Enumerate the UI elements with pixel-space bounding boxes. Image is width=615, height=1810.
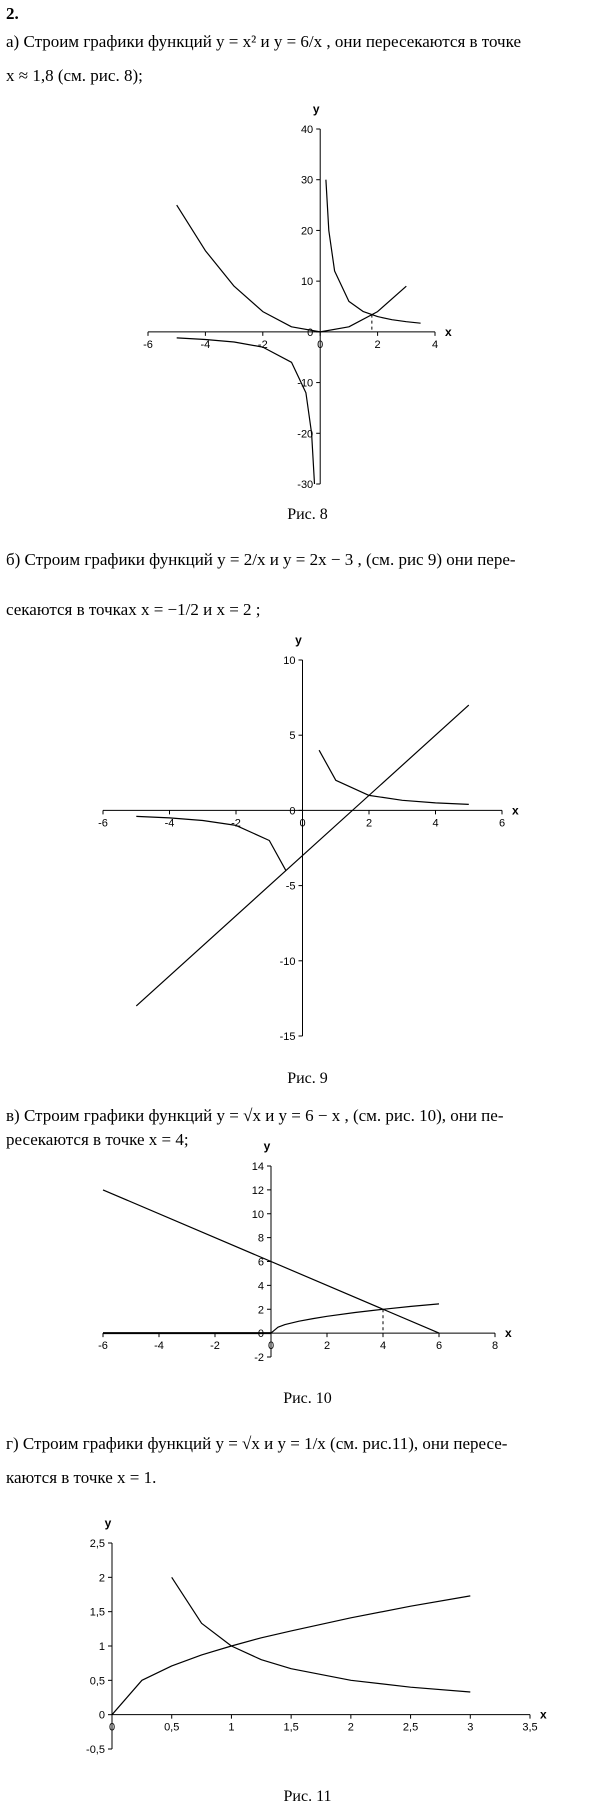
y-tick-label: 0 (289, 805, 296, 818)
x-tick-label: -4 (154, 1340, 164, 1353)
x-tick-label: 2 (365, 817, 373, 830)
x-tick-label: -6 (98, 817, 108, 830)
x-tick-label: 0 (108, 1721, 116, 1734)
x-tick-label: 2 (347, 1721, 354, 1734)
figure-9-caption: Рис. 9 (287, 1070, 328, 1087)
x-tick-label: 3 (467, 1721, 474, 1734)
series-line-2 (326, 180, 421, 324)
y-tick-label: 6 (257, 1256, 264, 1269)
y-tick-label: 0 (257, 1328, 264, 1341)
x-tick-label: 1,5 (283, 1721, 299, 1734)
series-line-2 (172, 1577, 471, 1692)
x-tick-label: 4 (379, 1340, 387, 1353)
y-tick-label: -5 (285, 880, 296, 893)
part-b-line2: секаются в точках x = −1/2 и x = 2 ; (6, 600, 261, 619)
y-tick-label: 20 (300, 225, 314, 238)
y-tick-label: 10 (283, 655, 296, 667)
y-tick-label: 14 (251, 1161, 264, 1173)
figure-10-caption: Рис. 10 (283, 1390, 332, 1407)
y-tick-label: 2,5 (89, 1538, 105, 1550)
x-tick-label: -2 (231, 817, 241, 830)
part-b-line1: б) Строим графики функций y = 2/x и y = 2x − 3 , (см. рис 9) они пере- (6, 550, 516, 569)
x-tick-label: 0 (267, 1340, 275, 1353)
x-tick-label: 0 (317, 338, 324, 351)
y-tick-label: 40 (300, 124, 314, 136)
series-line-1 (271, 1304, 439, 1333)
y-tick-label: -0,5 (86, 1744, 105, 1756)
x-tick-label: -2 (210, 1340, 220, 1353)
x-tick-label: -6 (143, 338, 153, 351)
series-line-2 (319, 750, 469, 804)
x-axis-label: x (505, 1326, 512, 1341)
x-tick-label: 8 (491, 1340, 499, 1353)
y-tick-label: 0,5 (89, 1675, 105, 1688)
series-line-1 (112, 1596, 470, 1715)
x-tick-label: 6 (435, 1340, 443, 1353)
y-tick-label: -2 (254, 1352, 264, 1364)
y-tick-label: 10 (300, 276, 314, 289)
figure-10 (98, 1139, 512, 1364)
y-tick-label: 12 (251, 1184, 264, 1197)
series-line-1 (177, 205, 407, 332)
figure-8 (143, 102, 452, 491)
series-line-3 (177, 338, 315, 484)
y-tick-label: 1 (98, 1641, 105, 1653)
x-axis-label: x (445, 324, 452, 339)
x-tick-label: -4 (164, 817, 175, 830)
y-tick-label: -10 (297, 377, 314, 390)
y-axis-label: y (312, 102, 320, 116)
x-axis-label: x (540, 1707, 547, 1722)
part-d-line2: каются в точке x = 1. (6, 1468, 157, 1487)
x-tick-label: -6 (98, 1340, 108, 1353)
y-tick-label: 30 (300, 174, 314, 187)
y-tick-label: 5 (289, 730, 296, 743)
part-c-line1: в) Строим графики функций y = √x и y = 6 − x , (см. рис. 10), они пе- (6, 1106, 504, 1125)
x-tick-label: 4 (432, 817, 439, 830)
figure-9 (98, 633, 519, 1043)
y-tick-label: -20 (297, 428, 314, 441)
y-axis-label: y (104, 1516, 112, 1530)
x-tick-label: 0 (299, 817, 306, 830)
problem-number: 2. (6, 4, 19, 23)
figure-11 (86, 1516, 547, 1756)
part-d-line1: г) Строим графики функций y = √x и y = 1/x (см. рис.11), они пересе- (6, 1434, 508, 1453)
figure-11-caption: Рис. 11 (283, 1788, 332, 1805)
y-axis-label: y (295, 633, 302, 647)
x-tick-label: -4 (200, 338, 211, 351)
x-tick-label: 2 (323, 1340, 331, 1353)
x-axis-label: x (512, 803, 519, 818)
y-tick-label: 2 (98, 1572, 105, 1585)
y-axis-label: y (263, 1139, 271, 1153)
y-tick-label: 8 (257, 1232, 264, 1245)
series-line-1 (136, 816, 286, 870)
x-tick-label: 4 (431, 338, 439, 351)
x-tick-label: 2,5 (402, 1721, 419, 1734)
part-a-line2: x ≈ 1,8 (см. рис. 8); (6, 66, 143, 85)
y-tick-label: 4 (257, 1280, 264, 1293)
x-tick-label: 6 (498, 817, 506, 830)
y-tick-label: 0 (98, 1709, 105, 1722)
x-tick-label: 1 (228, 1721, 235, 1734)
y-tick-label: -30 (297, 479, 314, 491)
y-tick-label: 10 (251, 1208, 264, 1221)
part-a-line1: а) Строим графики функций y = x² и y = 6/x , они пересекаются в точке (6, 32, 521, 51)
x-tick-label: 3,5 (522, 1721, 538, 1734)
y-tick-label: 0 (307, 326, 314, 339)
x-tick-label: 0,5 (164, 1721, 180, 1734)
y-tick-label: -10 (279, 955, 296, 968)
y-tick-label: -15 (279, 1031, 296, 1043)
x-tick-label: -2 (257, 338, 268, 351)
figure-8-caption: Рис. 8 (287, 506, 328, 523)
y-tick-label: 2 (257, 1304, 264, 1317)
x-tick-label: 2 (374, 338, 381, 351)
y-tick-label: 1,5 (89, 1606, 105, 1619)
part-c-line2: ресекаются в точке x = 4; (6, 1130, 189, 1149)
